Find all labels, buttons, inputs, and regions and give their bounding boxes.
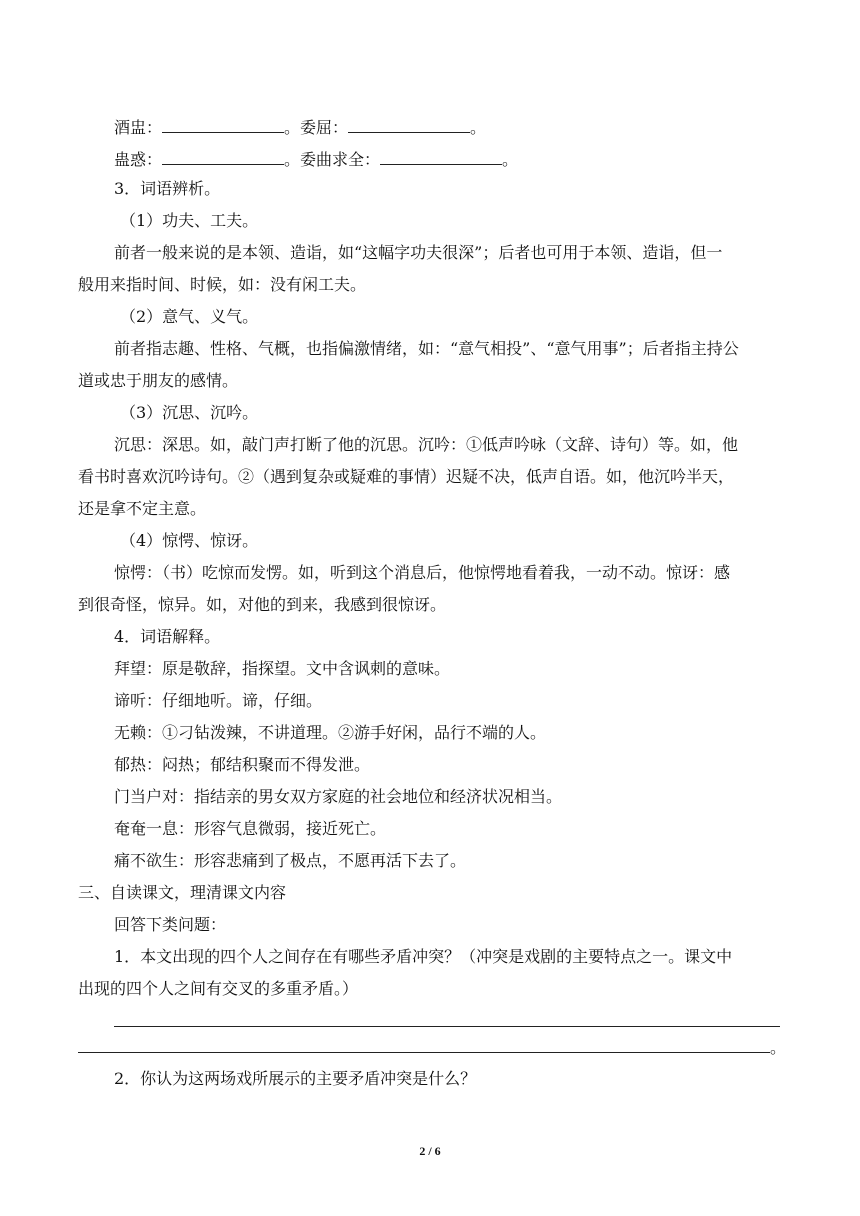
term-label: 蛊惑： — [114, 150, 163, 169]
answer-blank[interactable] — [348, 118, 470, 133]
pair-2-title: （2）意气、义气。 — [120, 307, 259, 326]
paragraph-line: 沉思：深思。如，敲门声打断了他的沉思。沉吟：①低声吟咏（文辞、诗句）等。如，他 — [114, 435, 739, 454]
question-1-line: 1．本文出现的四个人之间存在有哪些矛盾冲突？（冲突是戏剧的主要特点之一。课文中 — [114, 947, 733, 966]
answer-line[interactable] — [114, 1012, 782, 1031]
definition-line: 谛听：仔细地听。谛，仔细。 — [114, 691, 323, 710]
paragraph-line: 前者一般来说的是本领、造诣，如“这幅字功夫很深”；后者也可用于本领、造诣，但一 — [114, 243, 723, 262]
answer-blank[interactable] — [380, 150, 502, 165]
term-label: 酒盅： — [114, 118, 163, 137]
paragraph-line: 般用来指时间、时候，如：没有闲工夫。 — [78, 275, 367, 294]
question-2-line: 2．你认为这两场戏所展示的主要矛盾冲突是什么？ — [114, 1069, 477, 1088]
paragraph-line: 到很奇怪，惊异。如，对他的到来，我感到很惊讶。 — [78, 595, 447, 614]
answer-line[interactable] — [78, 1038, 787, 1057]
answer-blank[interactable] — [114, 1012, 780, 1027]
pair-3-title: （3）沉思、沉吟。 — [120, 403, 259, 422]
punctuation: 。 — [502, 150, 519, 169]
item-3-title: 3．词语辨析。 — [114, 179, 221, 198]
definition-line: 奄奄一息：形容气息微弱，接近死亡。 — [114, 819, 387, 838]
answer-blank[interactable] — [162, 118, 284, 133]
definition-line: 郁热：闷热；郁结积聚而不得发泄。 — [114, 755, 371, 774]
definition-line: 痛不欲生：形容悲痛到了极点，不愿再活下去了。 — [114, 851, 467, 870]
section-3-heading: 三、自读课文，理清课文内容 — [78, 883, 287, 902]
paragraph-line: 惊愕：（书）吃惊而发愣。如，听到这个消息后，他惊愕地看着我，一动不动。惊讶：感 — [114, 563, 731, 582]
punctuation: 。 — [470, 118, 487, 137]
paragraph-line: 道或忠于朋友的感情。 — [78, 371, 239, 390]
definition-line: 无赖：①刁钻泼辣，不讲道理。②游手好闲，品行不端的人。 — [114, 723, 547, 742]
pair-4-title: （4）惊愕、惊讶。 — [120, 531, 259, 550]
paragraph-line: 看书时喜欢沉吟诗句。②（遇到复杂或疑难的事情）迟疑不决，低声自语。如，他沉吟半天， — [78, 467, 735, 486]
answer-blank[interactable] — [162, 150, 284, 165]
definition-line: 门当户对：指结亲的男女双方家庭的社会地位和经济状况相当。 — [114, 787, 563, 806]
definition-line: 拜望：原是敬辞，指探望。文中含讽刺的意味。 — [114, 659, 451, 678]
fill-row-1 — [114, 118, 782, 137]
section-3-prompt: 回答下类问题： — [114, 915, 227, 934]
pair-1-title: （1）功夫、工夫。 — [120, 211, 259, 230]
term-label: 。委屈： — [284, 118, 349, 137]
question-1-line: 出现的四个人之间有交叉的多重矛盾。） — [78, 979, 359, 998]
answer-blank[interactable] — [78, 1038, 770, 1053]
fill-row-2 — [114, 150, 782, 169]
term-label: 。委曲求全： — [284, 150, 381, 169]
paragraph-line: 前者指志趣、性格、气概，也指偏激情绪，如：“意气相投”、“意气用事”；后者指主持公 — [114, 339, 739, 358]
page-number: 2 / 6 — [419, 1144, 441, 1158]
punctuation: 。 — [770, 1038, 787, 1057]
item-4-title: 4．词语解释。 — [114, 627, 221, 646]
paragraph-line: 还是拿不定主意。 — [78, 499, 207, 518]
